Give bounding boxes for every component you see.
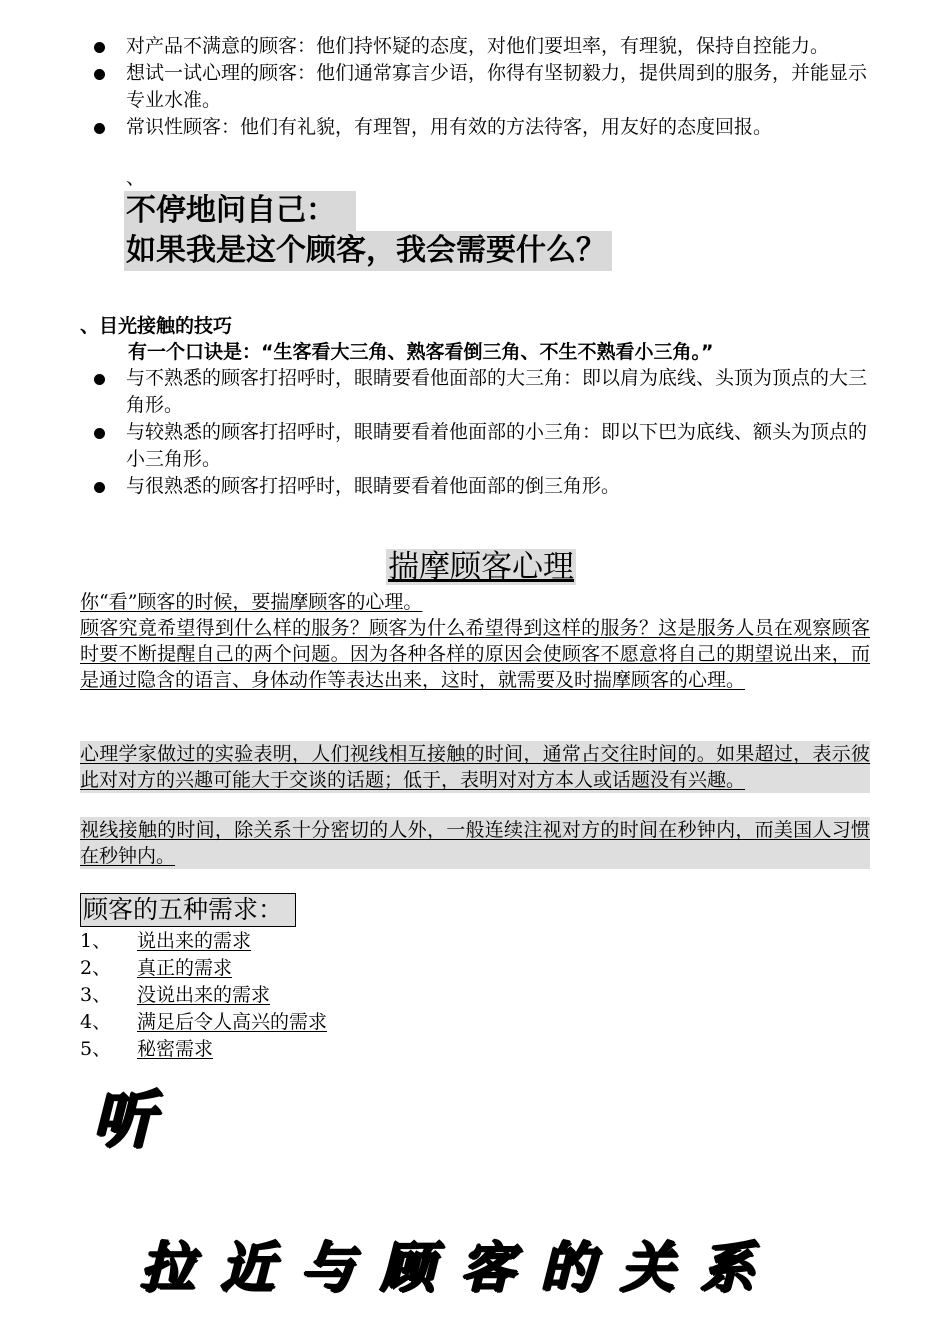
needs-title-wrap (80, 893, 296, 927)
psychology-paragraph-2: 心理学家做过的实验表明，人们视线相互接触的时间，通常占交往时间的。如果超过，表示彼此对对方的兴趣可能大于交谈的话题；低于，表明对对方本人或话题没有兴趣。 (80, 743, 870, 791)
customer-type-list (80, 33, 880, 141)
list-item: 与较熟悉的顾客打招呼时，眼睛要看着他面部的小三角：即以下巴为底线、额头为顶点的小三角形。 (80, 419, 880, 473)
bullet-icon (94, 69, 105, 80)
psychology-paragraph-1: 顾客究竟希望得到什么样的服务？顾客为什么希望得到这样的服务？这是服务人员在观察顾客时要不断提醒自己的两个问题。因为各种各样的原因会使顾客不愿意将自己的期望说出来，而是通过隐含的语言、身体动作等表达出来，这时，就需要及时揣摩顾客的心理。 (80, 617, 870, 691)
list-item: 对产品不满意的顾客：他们持怀疑的态度，对他们要坦率，有理貌，保持自控能力。 (80, 33, 880, 60)
list-item: 与不熟悉的顾客打招呼时，眼睛要看他面部的大三角：即以肩为底线、头顶为顶点的大三角形。 (80, 365, 880, 419)
stray-mark: 、 (126, 167, 146, 189)
ask-yourself-heading (124, 191, 612, 271)
eye-contact-heading: 、目光接触的技巧 (80, 315, 233, 337)
bullet-icon (94, 482, 105, 493)
psychology-paragraph-3: 视线接触的时间，除关系十分密切的人外，一般连续注视对方的时间在秒钟内，而美国人习惯在秒钟内。 (80, 819, 870, 867)
list-item: 想试一试心理的顾客：他们通常寡言少语，你得有坚韧毅力，提供周到的服务，并能显示专业水准。 (80, 60, 880, 114)
bullet-icon (94, 123, 105, 134)
needs-list (80, 928, 580, 1063)
closing-heading: 拉近与顾客的关系 (140, 1235, 780, 1299)
list-item: 2、 真正的需求 (80, 957, 233, 979)
listen-heading: 听 (92, 1083, 157, 1156)
psychology-title-wrap (0, 548, 950, 586)
list-item: 4、 满足后令人高兴的需求 (80, 1011, 328, 1033)
needs-title: 顾客的五种需求： (80, 893, 296, 927)
list-item: 常识性顾客：他们有礼貌，有理智，用有效的方法待客，用友好的态度回报。 (80, 114, 880, 141)
ask-line-1: 不停地问自己： (124, 191, 356, 231)
list-item: 3、 没说出来的需求 (80, 984, 271, 1006)
bullet-icon (94, 374, 105, 385)
bullet-icon (94, 42, 105, 53)
list-item: 1、 说出来的需求 (80, 930, 252, 952)
eye-contact-list (80, 365, 880, 500)
ask-line-2: 如果我是这个顾客，我会需要什么？ (124, 231, 612, 271)
psychology-intro: 你“看”顾客的时候，要揣摩顾客的心理。 (80, 591, 423, 613)
list-item: 5、 秘密需求 (80, 1038, 214, 1060)
psychology-title: 揣摩顾客心理 (388, 549, 574, 585)
list-item: 与很熟悉的顾客打招呼时，眼睛要看着他面部的倒三角形。 (80, 473, 880, 500)
mnemonic-text: 有一个口诀是：“生客看大三角、熟客看倒三角、不生不熟看小三角。” (128, 341, 714, 363)
bullet-icon (94, 428, 105, 439)
